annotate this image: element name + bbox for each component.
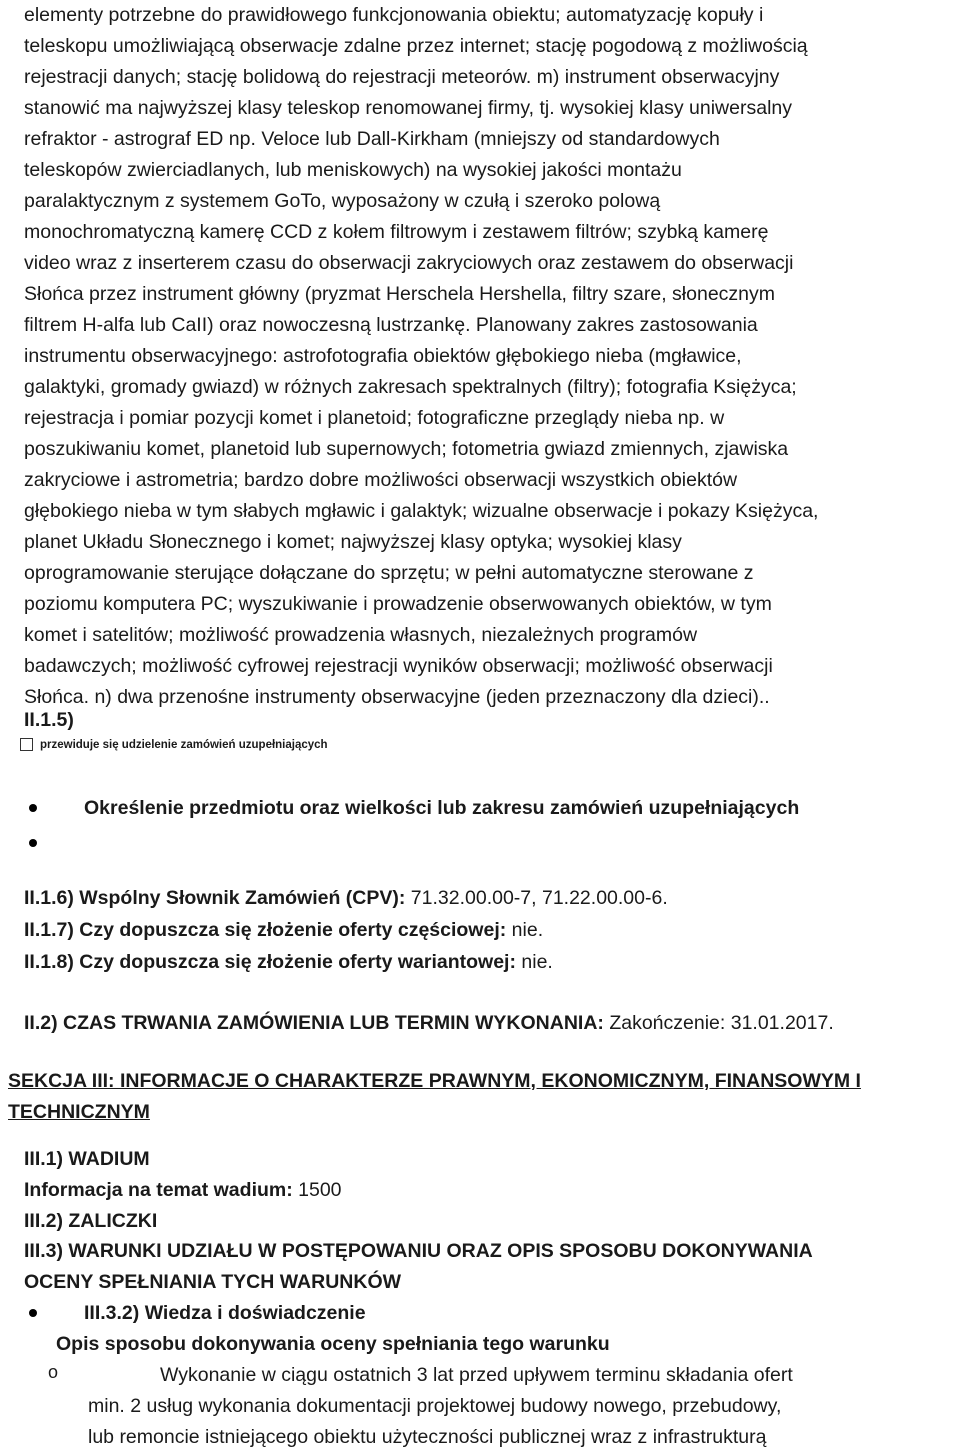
- supplementary-orders-checkbox-row[interactable]: [20, 738, 328, 751]
- variant-offer-line: [24, 947, 553, 978]
- partial-offer-label: II.1.7) Czy dopuszcza się złożenie oferty częściowej:: [24, 919, 507, 941]
- bullet-icon: [29, 839, 37, 847]
- variant-offer-label: II.1.8) Czy dopuszcza się złożenie oferty wariantowej:: [24, 951, 516, 973]
- paragraph-line: badawczych; możliwość cyfrowej rejestracji wyników obserwacji; możliwość obserwacji: [24, 655, 773, 677]
- zaliczki-heading: III.2) ZALICZKI: [24, 1210, 158, 1232]
- paragraph-line: rejestracji danych; stację bolidową do rejestracji meteorów. m) instrument obserwacyjny: [24, 66, 780, 88]
- cpv-value: 71.32.00.00-7, 71.22.00.00-6.: [405, 887, 668, 909]
- paragraph-line: galaktyki, gromady gwiazd) w różnych zakresach spektralnych (filtry); fotografia Księżyca;: [24, 376, 797, 398]
- requirement-line2: min. 2 usług wykonania dokumentacji projektowej budowy nowego, przebudowy,: [88, 1395, 782, 1417]
- cpv-line: [24, 883, 668, 914]
- checkbox-label: przewiduje się udzielenie zamówień uzupełniających: [40, 738, 328, 751]
- wadium-heading: III.1) WADIUM: [24, 1148, 150, 1170]
- paragraph-line: zakryciowe i astrometria; bardzo dobre możliwości obserwacji wszystkich obiektów: [24, 469, 738, 491]
- partial-offer-line: [24, 915, 543, 946]
- paragraph-line: rejestracja i pomiar pozycji komet i planetoid; fotograficzne przeglądy nieba np. w: [24, 407, 725, 429]
- section-three-title: [8, 1066, 953, 1128]
- bullet-icon: [29, 804, 37, 812]
- section-ref: II.1.5): [24, 709, 74, 731]
- cpv-label: II.1.6) Wspólny Słownik Zamówień (CPV):: [24, 887, 406, 909]
- duration-value: Zakończenie: 31.01.2017.: [603, 1012, 834, 1034]
- paragraph-line: stanowić ma najwyższej klasy teleskop renomowanej firmy, tj. wysokiej klasy uniwersalny: [24, 97, 792, 119]
- paragraph-line: poziomu komputera PC; wyszukiwanie i prowadzenie obserwowanych obiektów, w tym: [24, 593, 772, 615]
- partial-offer-value: nie.: [506, 919, 544, 941]
- paragraph-line: głębokiego nieba w tym słabych mgławic i galaktyk; wizualne obserwacje i pokazy Księżyca,: [24, 500, 819, 522]
- section-three-title-line2: TECHNICZNYM: [8, 1101, 150, 1123]
- section-three-title-line1: SEKCJA III: INFORMACJE O CHARAKTERZE PRAWNYM, EKONOMICZNYM, FINANSOWYM I: [8, 1070, 861, 1092]
- requirement-line3: lub remoncie istniejącego obiektu użyteczności publicznej wraz z infrastrukturą: [88, 1426, 767, 1448]
- paragraph-line: Słońca. n) dwa przenośne instrumenty obserwacyjne (jeden przeznaczony dla dzieci)..: [24, 686, 770, 708]
- paragraph-line: video wraz z inserterem czasu do obserwacji zakryciowych oraz zestawem do obserwacji: [24, 252, 794, 274]
- paragraph-line: elementy potrzebne do prawidłowego funkcjonowania obiektu; automatyzację kopuły i: [24, 4, 764, 26]
- checkbox-icon[interactable]: [20, 738, 33, 751]
- paragraph-line: teleskopów zwierciadlanych, lub meniskowych) na wysokiej jakości montażu: [24, 159, 682, 181]
- paragraph-line: komet i satelitów; możliwość prowadzenia własnych, niezależnych programów: [24, 624, 698, 646]
- wadium-info-line: [24, 1175, 342, 1206]
- wadium-info-value: 1500: [292, 1179, 342, 1201]
- paragraph-line: poszukiwaniu komet, planetoid lub supernowych; fotometria gwiazd zmiennych, zjawiska: [24, 438, 789, 460]
- duration-line: [24, 1008, 834, 1039]
- warunki-heading-line1: III.3) WARUNKI UDZIAŁU W POSTĘPOWANIU ORAZ OPIS SPOSOBU DOKONYWANIA: [24, 1240, 813, 1262]
- paragraph-line: instrumentu obserwacyjnego: astrofotografia obiektów głębokiego nieba (mgławice,: [24, 345, 742, 367]
- paragraph-line: monochromatyczną kamerę CCD z kołem filtrowym i zestawem filtrów; szybką kamerę: [24, 221, 769, 243]
- warunki-heading-line2: OCENY SPEŁNIANIA TYCH WARUNKÓW: [24, 1271, 402, 1293]
- wadium-info-label: Informacja na temat wadium:: [24, 1179, 293, 1201]
- sub-bullet-marker: o: [48, 1362, 59, 1382]
- paragraph-line: Słońca przez instrument główny (pryzmat Herschela Hershella, filtry szare, słonecznym: [24, 283, 776, 305]
- main-paragraph: [24, 0, 954, 713]
- duration-label: II.2) CZAS TRWANIA ZAMÓWIENIA LUB TERMIN WYKONANIA:: [24, 1012, 604, 1034]
- wiedza-heading: III.3.2) Wiedza i doświadczenie: [84, 1302, 366, 1324]
- opis-heading: Opis sposobu dokonywania oceny spełniania tego warunku: [56, 1333, 610, 1355]
- paragraph-line: oprogramowanie sterujące dołączane do sprzętu; w pełni automatyczne sterowane z: [24, 562, 754, 584]
- paragraph-line: paralaktycznym z systemem GoTo, wyposażony w czułą i szeroko polową: [24, 190, 661, 212]
- paragraph-line: teleskopu umożliwiającą obserwacje zdalne przez internet; stację pogodową z możliwością: [24, 35, 808, 57]
- bullet-icon: [29, 1309, 37, 1317]
- requirement-line1: Wykonanie w ciągu ostatnich 3 lat przed upływem terminu składania ofert: [160, 1364, 793, 1386]
- variant-offer-value: nie.: [515, 951, 553, 973]
- paragraph-line: planet Układu Słonecznego i komet; najwyższej klasy optyka; wysokiej klasy: [24, 531, 682, 553]
- paragraph-line: filtrem H-alfa lub CaII) oraz nowoczesną lustrzankę. Planowany zakres zastosowania: [24, 314, 758, 336]
- supplementary-heading: Określenie przedmiotu oraz wielkości lub zakresu zamówień uzupełniających: [84, 797, 800, 819]
- paragraph-line: refraktor - astrograf ED np. Veloce lub Dall-Kirkham (mniejszy od standardowych: [24, 128, 720, 150]
